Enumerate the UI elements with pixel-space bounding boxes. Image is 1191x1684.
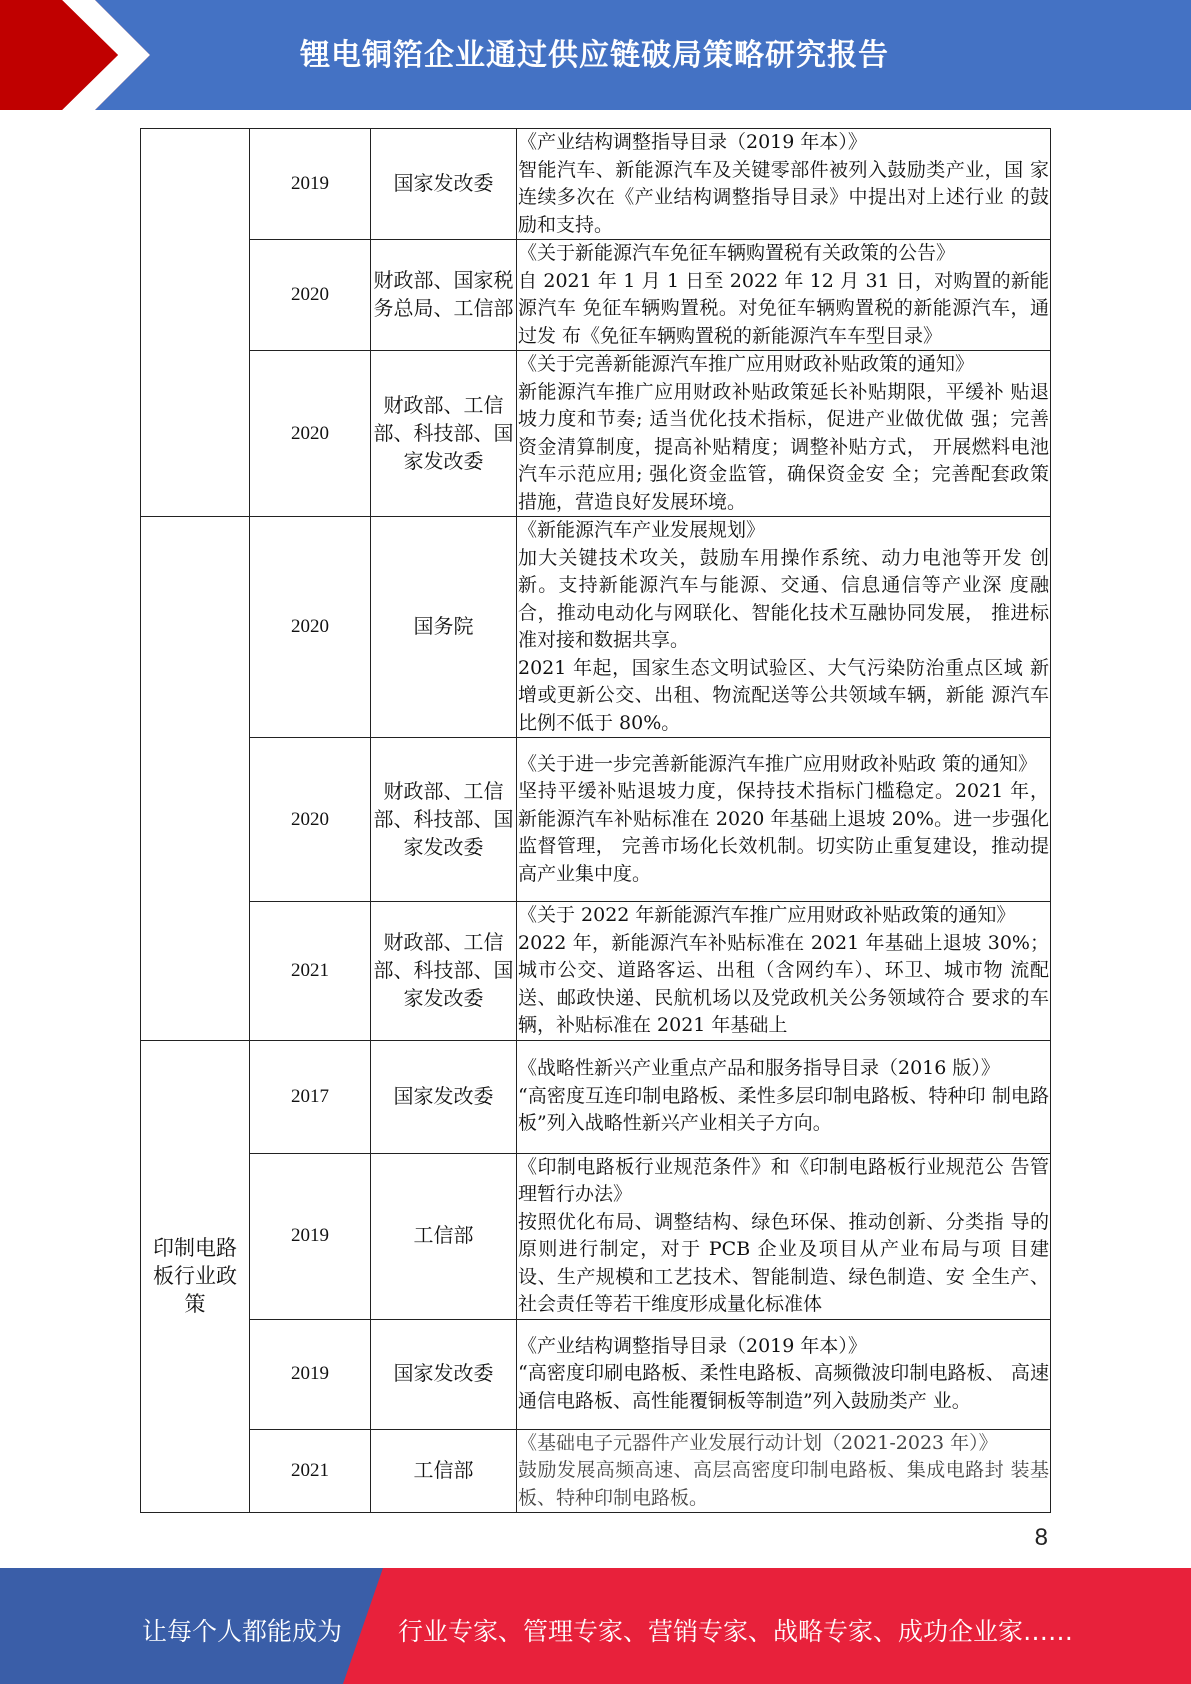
policy-title: 《新能源汽车产业发展规划》	[518, 519, 766, 541]
table-row	[141, 1319, 1051, 1429]
table-row	[141, 902, 1051, 1041]
department-text: 财政部、国家税务总局、工信部	[373, 268, 514, 321]
policy-content-cell	[517, 1319, 1051, 1429]
policy-description: “高密度互连印制电路板、柔性多层印制电路板、特种印 制电路板”列入战略性新兴产业相关子方向。	[518, 1084, 1049, 1135]
year-cell	[250, 240, 371, 351]
department-text: 国务院	[413, 614, 474, 639]
policy-title: 《关于新能源汽车免征车辆购置税有关政策的公告》	[518, 242, 956, 264]
year-text: 2019	[291, 173, 329, 195]
page-number: 8	[1034, 1524, 1048, 1551]
year-text: 2019	[291, 1363, 329, 1385]
policy-content-cell	[517, 240, 1051, 351]
policy-content-cell	[517, 738, 1051, 902]
year-text: 2021	[291, 960, 329, 981]
year-cell	[250, 738, 371, 902]
policy-title: 《战略性新兴产业重点产品和服务指导目录（2016 版）》	[518, 1057, 1000, 1080]
department-cell	[371, 1040, 517, 1153]
policy-content-cell	[517, 1153, 1051, 1319]
table-row	[141, 240, 1051, 351]
page-footer	[0, 1568, 1191, 1684]
policy-title: 《产业结构调整指导目录（2019 年本）》	[518, 1334, 867, 1357]
category-cell	[141, 1040, 250, 1513]
policy-description-extra: 2021 年起，国家生态文明试验区、大气污染防治重点区域 新增或更新公交、出租、物流配送等公共领域车辆，新能 源汽车比例不低于 80%。	[518, 656, 1049, 734]
policy-title: 《关于 2022 年新能源汽车推广应用财政补贴政策的通知》	[518, 904, 1016, 926]
report-title: 锂电铜箔企业通过供应链破局策略研究报告	[300, 38, 889, 73]
year-text: 2020	[291, 808, 329, 830]
year-text: 2019	[291, 1225, 329, 1247]
department-text: 财政部、工信部、科技部、国 家发改委	[373, 930, 514, 1010]
department-cell	[371, 517, 517, 738]
header-chevron-decoration	[0, 0, 160, 110]
category-cell	[141, 129, 250, 517]
policy-title: 《印制电路板行业规范条件》和《印制电路板行业规范公 告管理暂行办法》	[518, 1155, 1049, 1205]
year-cell	[250, 129, 371, 240]
table-row	[141, 129, 1051, 240]
policy-content-cell	[517, 1040, 1051, 1153]
department-text: 财政部、工信部、科技部、国 家发改委	[373, 778, 514, 859]
department-text: 国家发改委	[393, 1083, 494, 1108]
policy-description: 坚持平缓补贴退坡力度，保持技术指标门槛稳定。2021 年， 新能源汽车补贴标准在 2020 年基础上退坡 20%。进一步强化监督管理， 完善市场化长效机制。切实防止重复建设，推动提高产业集中度。	[518, 780, 1049, 885]
year-cell	[250, 351, 371, 517]
policy-title: 《关于进一步完善新能源汽车推广应用财政补贴政 策的通知》	[518, 752, 1038, 775]
department-cell	[371, 129, 517, 240]
department-cell	[371, 1429, 517, 1513]
policy-title: 《产业结构调整指导目录（2019 年本）》	[518, 131, 867, 153]
year-cell	[250, 517, 371, 738]
table-row	[141, 1429, 1051, 1513]
year-text: 2020	[291, 616, 329, 638]
department-cell	[371, 351, 517, 517]
policy-content-cell	[517, 1429, 1051, 1513]
department-cell	[371, 1153, 517, 1319]
policy-description: 2022 年，新能源汽车补贴标准在 2021 年基础上退坡 30%； 城市公交、道路客运、出租（含网约车）、环卫、城市物 流配送、邮政快递、民航机场以及党政机关公务领域符合 要求的车辆，补贴标准在 2021 年基础上	[518, 931, 1049, 1036]
policy-description: 按照优化布局、调整结构、绿色环保、推动创新、分类指 导的原则进行制定，对于 PCB 企业及项目从产业布局与项 目建设、生产规模和工艺技术、智能制造、绿色制造、安 全生产、社会责任等若干维度形成量化标准体	[518, 1210, 1049, 1315]
policy-title: 《基础电子元器件产业发展行动计划（2021-2023 年）》	[518, 1431, 998, 1454]
department-text: 工信部	[413, 1458, 474, 1482]
policy-description: “高密度印刷电路板、柔性电路板、高频微波印制电路板、 高速通信电路板、高性能覆铜板等制造”列入鼓励类产 业。	[518, 1362, 1049, 1412]
year-cell	[250, 902, 371, 1041]
policy-description: 新能源汽车推广应用财政补贴政策延长补贴期限，平缓补 贴退坡力度和节奏; 适当优化技术指标，促进产业做优做 强；完善资金清算制度，提高补贴精度；调整补贴方式， 开展燃料电池汽车示范应用; 强化资金监管，确保资金安 全；完善配套政策措施，营造良好发展环境。	[518, 380, 1049, 513]
year-cell	[250, 1429, 371, 1513]
year-cell	[250, 1319, 371, 1429]
table-row	[141, 1040, 1051, 1153]
policy-content-cell	[517, 351, 1051, 517]
department-text: 财政部、工信部、科技部、国 家发改委	[373, 392, 514, 473]
policy-description: 加大关键技术攻关，鼓励车用操作系统、动力电池等开发 创新。支持新能源汽车与能源、交通、信息通信等产业深 度融合，推动电动化与网联化、智能化技术互融协同发展， 推进标准对接和数据共享。	[518, 546, 1049, 651]
policy-description: 鼓励发展高频高速、高层高密度印制电路板、集成电路封 装基板、特种印制电路板。	[518, 1459, 1049, 1509]
category-cell	[141, 517, 250, 1041]
year-text: 2020	[291, 422, 329, 444]
policy-content-cell	[517, 902, 1051, 1041]
year-text: 2021	[291, 1460, 329, 1481]
department-cell	[371, 1319, 517, 1429]
policy-table	[140, 128, 1051, 1513]
policy-description: 自 2021 年 1 月 1 日至 2022 年 12 月 31 日，对购置的新能源汽车 免征车辆购置税。对免征车辆购置税的新能源汽车，通过发 布《免征车辆购置税的新能源汽车车型目录》	[518, 269, 1049, 347]
department-cell	[371, 902, 517, 1041]
footer-slogan-left: 让每个人都能成为	[142, 1617, 343, 1646]
department-text: 国家发改委	[393, 171, 494, 196]
year-cell	[250, 1040, 371, 1153]
year-text: 2020	[291, 284, 329, 306]
policy-content-cell	[517, 129, 1051, 240]
category-label: 印制电路板行业政策	[153, 1235, 237, 1316]
table-row	[141, 351, 1051, 517]
department-text: 国家发改委	[393, 1361, 494, 1386]
table-row	[141, 517, 1051, 738]
department-cell	[371, 240, 517, 351]
year-text: 2017	[291, 1085, 329, 1107]
table-row	[141, 1153, 1051, 1319]
department-text: 工信部	[413, 1223, 474, 1248]
year-cell	[250, 1153, 371, 1319]
policy-title: 《关于完善新能源汽车推广应用财政补贴政策的通知》	[518, 353, 975, 375]
policy-content-cell	[517, 517, 1051, 738]
footer-slogan-right: 行业专家、管理专家、营销专家、战略专家、成功企业家……	[398, 1617, 1074, 1646]
table-row	[141, 738, 1051, 902]
policy-description: 智能汽车、新能源汽车及关键零部件被列入鼓励类产业，国 家连续多次在《产业结构调整指导目录》中提出对上述行业 的鼓励和支持。	[518, 158, 1049, 236]
department-cell	[371, 738, 517, 902]
page-header	[0, 0, 1191, 110]
